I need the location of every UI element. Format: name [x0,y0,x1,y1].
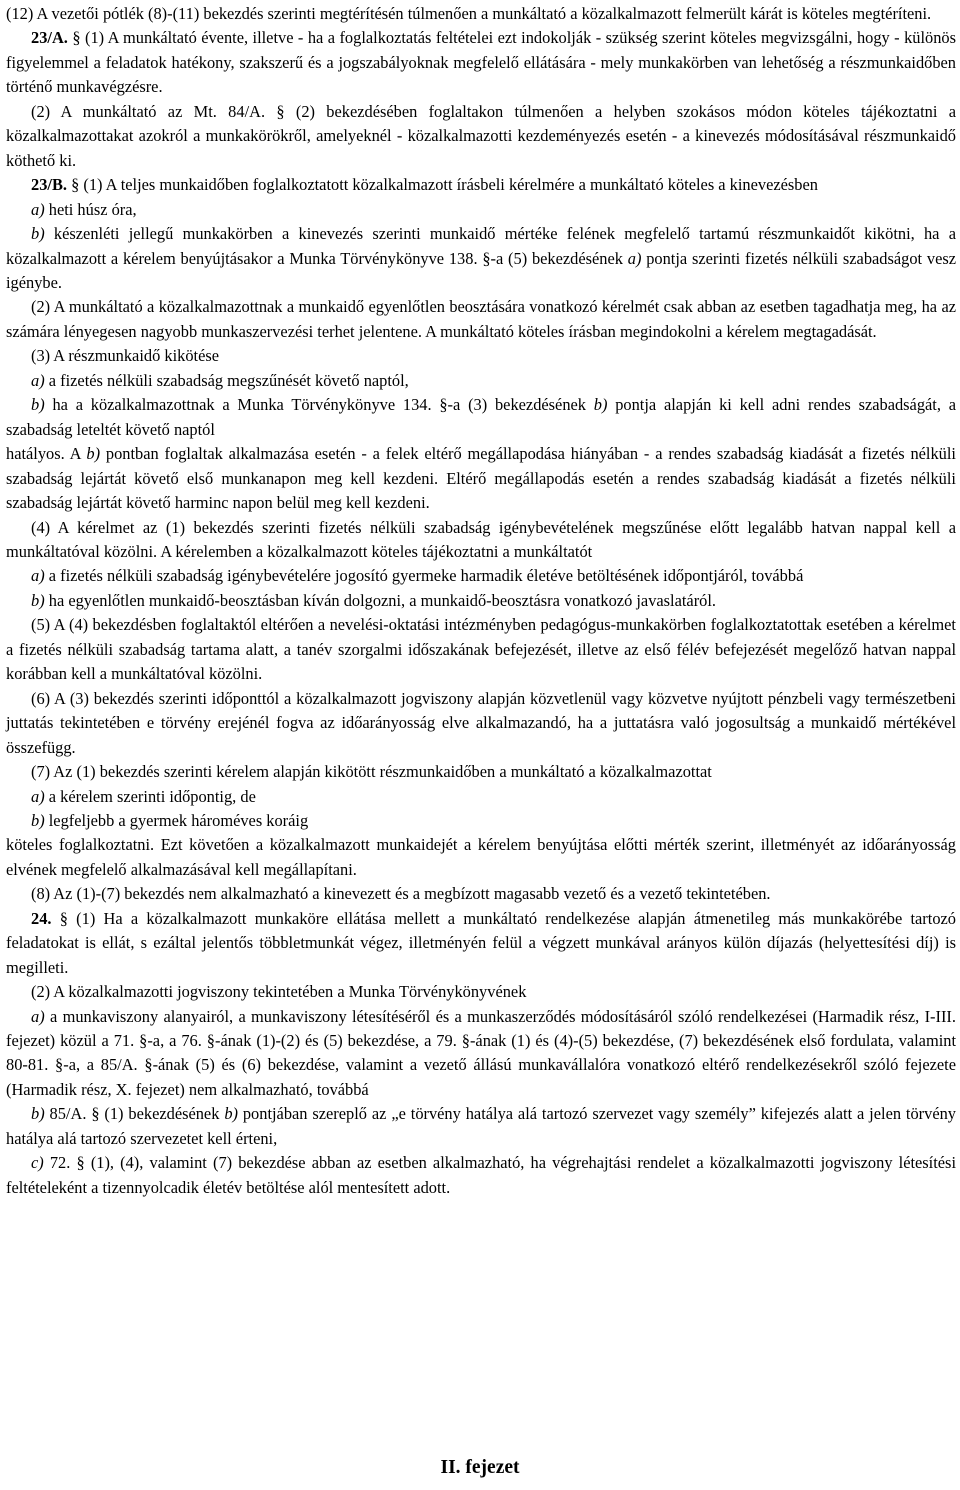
paragraph-text: ha egyenlőtlen munkaidő-beosztásban kíván dolgozni, a munkaidő-beosztásra vonatkozó javaslatáról. [44,590,717,610]
paragraph-text: 85/A. § (1) bekezdésének [44,1104,225,1124]
paragraph-text: heti húsz óra, [44,199,137,219]
paragraph [6,1005,956,1103]
point-label: b) [31,1104,45,1124]
point-label: b) [86,444,101,464]
point-label: a) [31,370,45,390]
chapter-heading: II. fejezet [440,1457,520,1478]
paragraph [6,785,956,809]
point-label: b) [224,1104,238,1124]
point-label: b) [31,590,45,610]
paragraph-text: ha a közalkalmazottnak a Munka Törvénykönyve 134. §-a (3) bekezdésének [44,395,594,415]
paragraph [6,26,956,99]
point-label: a) [31,786,45,806]
point-label: a) [31,1006,45,1026]
paragraph [6,2,956,26]
paragraph-text: § (1) Ha a közalkalmazott munkaköre ellátása mellett a munkáltató rendelkezése alapján átmenetileg más munkakörébe tartozó feladatokat is ellát, s ezáltal jelentős többletmunkát végez, illetményén felül a végzett munkával arányos külön díjazás (helyettesítési díj) is megilleti. [6,908,956,977]
paragraph-text: (8) Az (1)-(7) bekezdés nem alkalmazható a kinevezett és a megbízott magasabb vezető és a vezető tekintetében. [31,884,771,904]
paragraph [6,907,956,980]
paragraph [6,980,956,1004]
section-number: 23/A. [31,28,68,48]
paragraph [6,100,956,173]
section-number: 24. [31,908,52,928]
paragraph-text: § (1) A teljes munkaidőben foglalkoztatott közalkalmazott írásbeli kérelmére a munkáltató köteles a kinevezésben [66,175,818,195]
paragraph-text: pontja szerinti fizetés nélküli szabadságot vesz igénybe. [6,248,956,292]
paragraph [6,222,956,295]
paragraph-text: (2) A munkáltató a közalkalmazottnak a munkaidő egyenlőtlen beosztására vonatkozó kérelmét csak abban az esetben tagadhatja meg, ha az számára lényegesen nagyobb munkaszervezési terhet jelentene. A munkáltató köteles írásban megindokolni a kérelem megtagadását. [6,297,956,341]
paragraph [6,369,956,393]
paragraph-text: pontban foglaltak alkalmazása esetén - a felek eltérő megállapodása hiányában - a rendes szabadság kiadását a fizetés nélküli szabadság lejártát követő első munkanapon meg kell kezdeni. Eltérő megállapodás esetén a rendes szabadság kiadását a fizetés nélküli szabadság lejártát követő harminc napon belül meg kell kezdeni. [6,444,956,513]
paragraph [6,516,956,565]
paragraph [6,295,956,344]
point-label: b) [593,395,608,415]
paragraph [6,589,956,613]
paragraph [6,833,956,882]
paragraph-text: a fizetés nélküli szabadság igénybevételére jogosító gyermeke harmadik életéve betöltésének időpontjáról, továbbá [44,566,804,586]
point-label: a) [627,248,642,268]
paragraph [6,1102,956,1151]
paragraph-text: (2) A közalkalmazotti jogviszony tekintetében a Munka Törvénykönyvének [31,982,527,1002]
paragraph [6,564,956,588]
paragraph [6,882,956,906]
paragraph [6,760,956,784]
paragraph-text: (6) A (3) bekezdés szerinti időponttól a közalkalmazott jogviszony alapján közvetlenül vagy közvetve nyújtott pénzbeli vagy természetbeni juttatás tekintetében e törvény erejénél fogva az időarányosság elve alkalmazandó, ha a juttatásra való jogosultság a munkaidő mértékével összefügg. [6,688,956,757]
paragraph-text: (7) Az (1) bekezdés szerinti kérelem alapján kikötött részmunkaidőben a munkáltató a közalkalmazottat [31,762,712,782]
point-label: a) [31,199,45,219]
paragraph-text: hatályos. A [6,444,87,464]
paragraph [6,613,956,686]
paragraph-text: (4) A kérelmet az (1) bekezdés szerinti fizetés nélküli szabadság igénybevételének megszűnése előtt legalább hatvan nappal kell a munkáltatóval közölni. A kérelemben a közalkalmazott köteles tájékoztatni a munkáltatót [6,517,956,561]
paragraph [6,393,956,442]
point-label: c) [31,1153,44,1173]
paragraph-text: legfeljebb a gyermek hároméves koráig [44,810,309,830]
paragraph-text: 72. § (1), (4), valamint (7) bekezdése abban az esetben alkalmazható, ha végrehajtási rendelet a közalkalmazotti jogviszony létesítési feltételeként a tizennyolcadik életév betöltése alól mentesített adott. [6,1153,956,1197]
paragraph-text: (3) A részmunkaidő kikötése [31,346,219,366]
point-label: b) [31,810,45,830]
section-number: 23/B. [31,175,67,195]
paragraph-text: köteles foglalkoztatni. Ezt követően a közalkalmazott munkaidejét a kérelem benyújtása előtti mérték szerint, illetményét az időarányosság elvének megfelelő alkalmazásával kell megállapítani. [6,835,956,879]
paragraph-text: a kérelem szerinti időpontig, de [44,786,256,806]
paragraph [6,198,956,222]
paragraph-text: a munkaviszony alanyairól, a munkaviszony létesítéséről és a munkaszerződés módosításáról szóló rendelkezései (Harmadik rész, I-III. fejezet) közül a 71. §-a, a 76. §-ának (1)-(2) és (5) bekezdése, a 79. §-ának (1) és (4)-(5) bekezdése, (7) bekezdésének első fordulata, valamint 80-81. §-a, a 85/A. §-ának (5) és (6) bekezdése, valamint a vezető állású munkavállalóra vonatkozó eltérő rendelkezésekről szóló fejezete (Harmadik rész, X. fejezet) nem alkalmazható, továbbá [6,1006,956,1099]
paragraph [6,809,956,833]
paragraph-text: a fizetés nélküli szabadság megszűnését követő naptól, [44,370,409,390]
paragraph [6,687,956,760]
paragraph [6,344,956,368]
paragraph-text: pontja alapján ki kell adni rendes szabadságát, a szabadság leteltét követő naptól [6,395,956,439]
point-label: a) [31,566,45,586]
paragraph-text: (5) A (4) bekezdésben foglaltaktól eltérően a nevelési-oktatási intézményben pedagógus-munkakörben foglalkoztatottak esetében a kérelmet a fizetés nélküli szabadság tartama alatt, a tanév szorgalmi időszakának befejezését, illetve az első félév befejezését megelőző hatvan nappal korábban kell a munkáltatóval közölni. [6,615,956,684]
paragraph [6,173,956,197]
paragraph [6,1151,956,1200]
paragraph [6,442,956,515]
paragraph-text: (2) A munkáltató az Mt. 84/A. § (2) bekezdésében foglaltakon túlmenően a helyben szokásos módon köteles tájékoztatni a közalkalmazottakat azokról a munkakörökről, amelyeknél - közalkalmazotti kezdeményezés esetén - a kinevezés módosításával részmunkaidő köthető ki. [6,101,956,170]
point-label: b) [31,224,45,244]
paragraph-text: pontjában szereplő az „e törvény hatálya alá tartozó szervezet vagy személy” kifejezés alatt a jelen törvény hatálya alá tartozó szervezetet kell érteni, [6,1104,956,1148]
paragraph-text: § (1) A munkáltató évente, illetve - ha a foglalkoztatás feltételei ezt indokolják - szükség szerint köteles megvizsgálni, hogy - különös figyelemmel a feladatok hatékony, szakszerű és a jogszabályoknak megfelelő ellátására - mely munkakörben van lehetőség a részmunkaidőben történő munkavégzésre. [6,28,956,97]
paragraph-text: (12) A vezetői pótlék (8)-(11) bekezdés szerinti megtérítésén túlmenően a munkáltató a közalkalmazott felmerült kárát is köteles megtéríteni. [6,4,932,23]
document-body [6,2,956,1200]
point-label: b) [31,395,45,415]
paragraph-text: készenléti jellegű munkakörben a kinevezés szerinti munkaidő mértéke felének megfelelő tartamú részmunkaidőt kikötni, ha a közalkalmazott a kérelem benyújtásakor a Munka Törvénykönyve 138. §-a (5) bekezdésének [6,224,956,268]
